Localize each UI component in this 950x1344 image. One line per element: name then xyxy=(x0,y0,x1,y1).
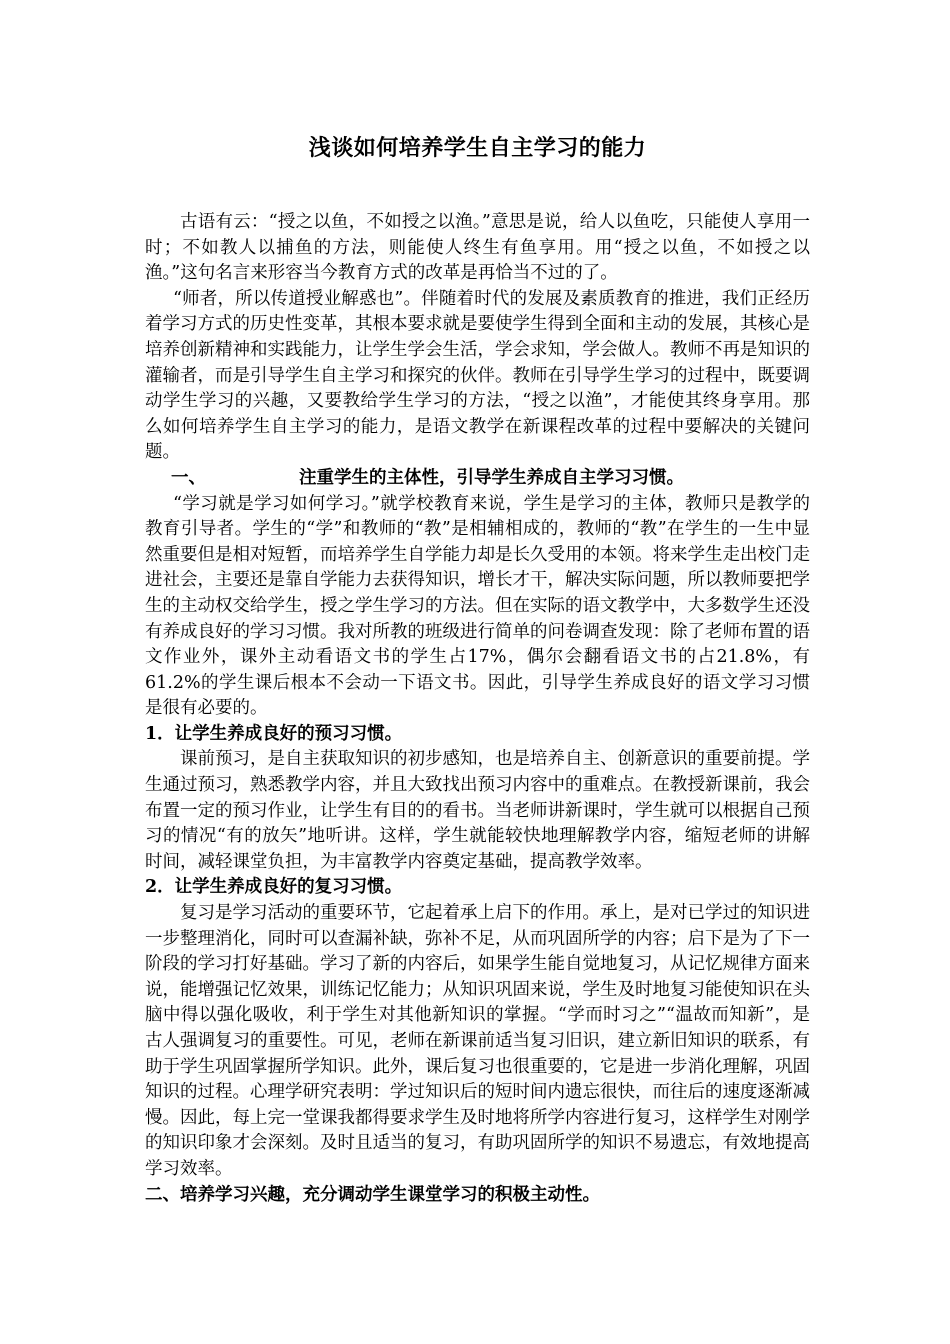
paragraph-intro: 古语有云：“授之以鱼，不如授之以渔。”意思是说，给人以鱼吃，只能使人享用一时；不如教人以捕鱼的方法，则能使人终生有鱼享用。用“授之以鱼，不如授之以渔。”这句名言来形容当今教育方式的改革是再恰当不过的了。 xyxy=(145,212,810,284)
subheading-preview: 1．让学生养成良好的预习习惯。 xyxy=(145,723,403,744)
subheading-review: 2．让学生养成良好的复习习惯。 xyxy=(145,877,403,898)
section-heading-one xyxy=(145,466,810,492)
paragraph-preview: 课前预习，是自主获取知识的初步感知，也是培养自主、创新意识的重要前提。学生通过预习，熟悉教学内容，并且大致找出预习内容中的重难点。在教授新课前，我会布置一定的预习作业，让学生有目的的看书。当老师讲新课时，学生就可以根据自己预习的情况“有的放矢”地听讲。这样，学生就能较快地理解教学内容，缩短老师的讲解时间，减轻课堂负担，为丰富教学内容奠定基础，提高教学效率。 xyxy=(145,749,810,872)
paragraph-review: 复习是学习活动的重要环节，它起着承上启下的作用。承上，是对已学过的知识进一步整理消化，同时可以查漏补缺，弥补不足，从而巩固所学的内容；启下是为了下一阶段的学习打好基础。学习了新的内容后，如果学生能自觉地复习，从记忆规律方面来说，能增强记忆效果，训练记忆能力；从知识巩固来说，学生及时地复习能使知识在头脑中得以强化吸收，利于学生对其他新知识的掌握。“学而时习之”“温故而知新”，是古人强调复习的重要性。可见，老师在新课前适当复习旧识，建立新旧知识的联系，有助于学生巩固掌握所学知识。此外，课后复习也很重要的，它是进一步消化理解，巩固知识的过程。心理学研究表明：学过知识后的短时间内遗忘很快，而往后的速度逐渐减慢。因此，每上完一堂课我都得要求学生及时地将所学内容进行复习，这样学生对刚学的知识印象才会深刻。及时且适当的复习，有助巩固所学的知识不易遗忘，有效地提高学习效率。 xyxy=(145,903,810,1179)
section-heading-one-number: 一、 xyxy=(171,467,206,488)
section-heading-one-text: 注重学生的主体性，引导学生养成自主学习习惯。 xyxy=(299,467,684,488)
section-heading-two: 二、培养学习兴趣，充分调动学生课堂学习的积极主动性。 xyxy=(145,1184,600,1205)
paragraph-teacher: “师者，所以传道授业解惑也”。伴随着时代的发展及素质教育的推进，我们正经历着学习方式的历史性变革，其根本要求就是要使学生得到全面和主动的发展，其核心是培养创新精神和实践能力，让学生学会生活，学会求知，学会做人。教师不再是知识的灌输者，而是引导学生自主学习和探究的伙伴。教师在引导学生学习的过程中，既要调动学生学习的兴趣，又要教给学生学习的方法，“授之以渔”，才能使其终身享用。那么如何培养学生自主学习的能力，是语文教学在新课程改革的过程中要解决的关键问题。 xyxy=(145,288,810,463)
paragraph-learning: “学习就是学习如何学习。”就学校教育来说，学生是学习的主体，教师只是教学的教育引导者。学生的“学”和教师的“教”是相辅相成的，教师的“教”在学生的一生中显然重要但是相对短暂，而培养学生自学能力却是长久受用的本领。将来学生走出校门走进社会，主要还是靠自学能力去获得知识，增长才干，解决实际问题，所以教师要把学生的主动权交给学生，授之学生学习的方法。但在实际的语文教学中，大多数学生还没有养成良好的学习习惯。我对所教的班级进行简单的问卷调查发现：除了老师布置的语文作业外，课外主动看语文书的学生占17%，偶尔会翻看语文书的占21.8%，有61.2%的学生课后根本不会动一下语文书。因此，引导学生养成良好的语文学习习惯是很有必要的。 xyxy=(145,493,810,719)
document-title: 浅谈如何培养学生自主学习的能力 xyxy=(308,135,647,161)
document-body xyxy=(145,210,810,1208)
